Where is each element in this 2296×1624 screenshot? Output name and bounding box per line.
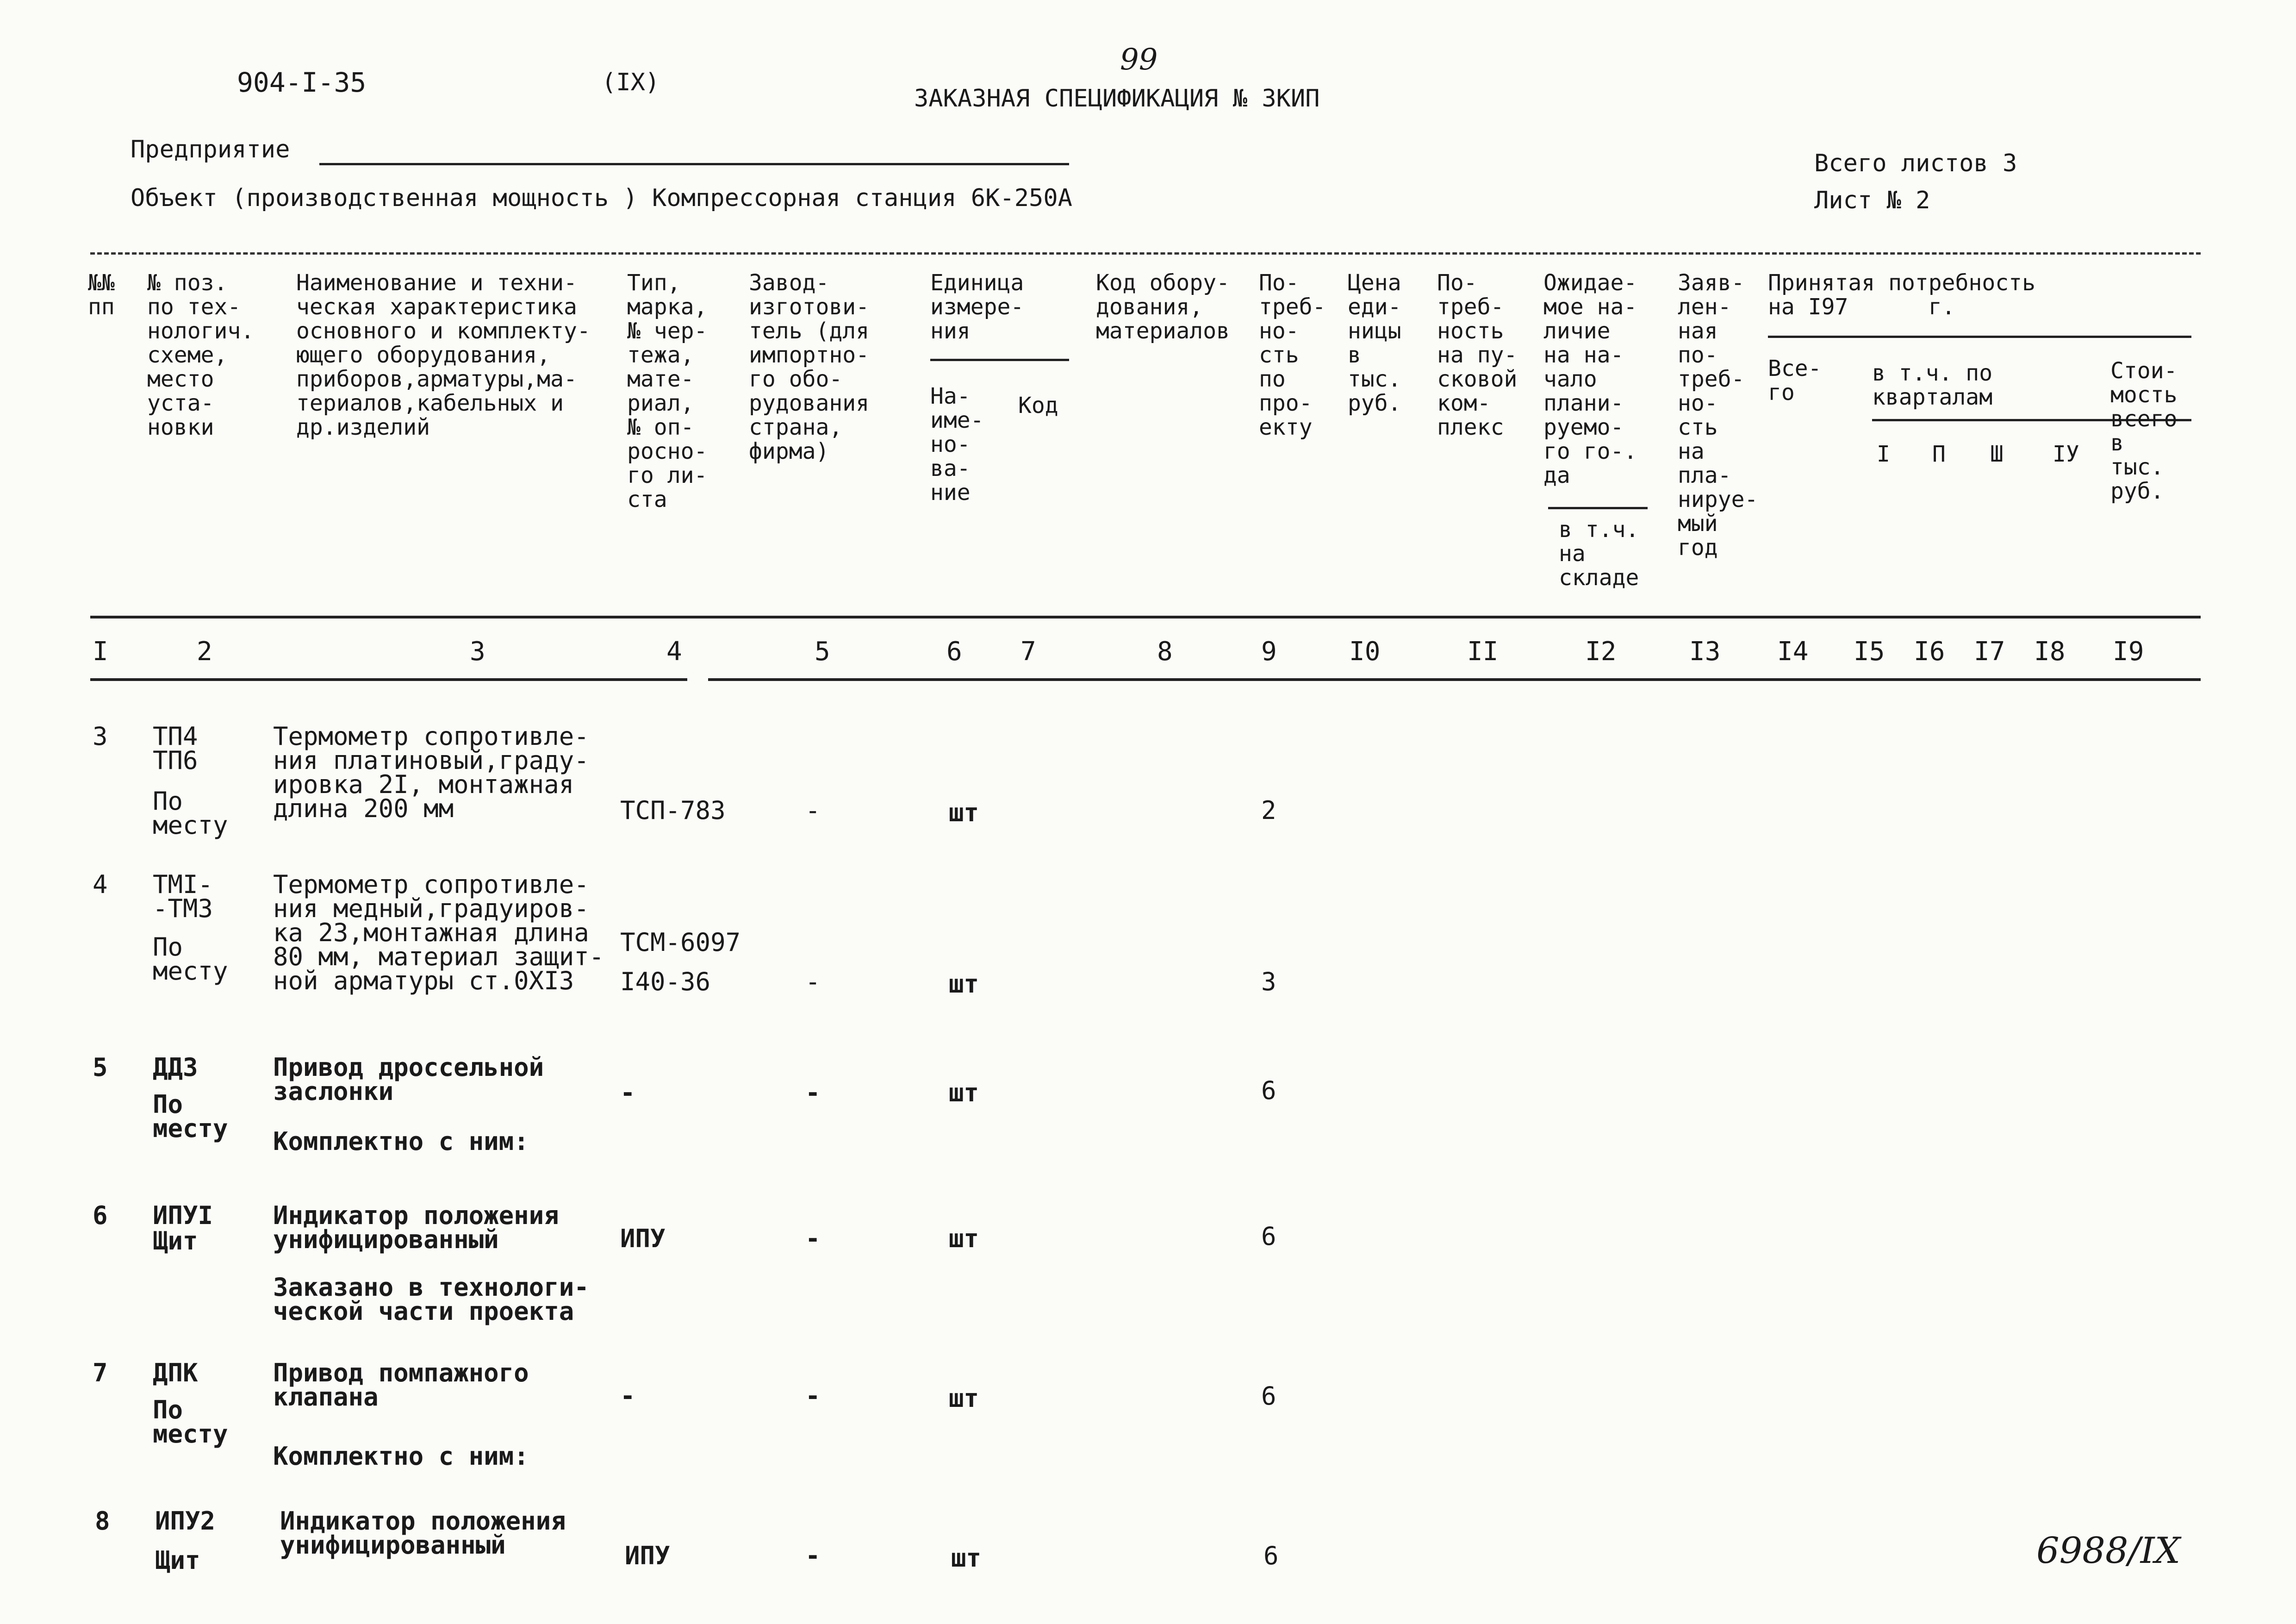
row-5-note: Комплектно с ним:: [273, 1127, 529, 1156]
header-col-11: По- треб- ность на пу- сковой ком- плекс: [1437, 270, 1518, 440]
row-7-number: 7: [93, 1358, 108, 1387]
row-6-type: ИПУ: [620, 1224, 666, 1253]
row-5-location: По месту: [153, 1090, 228, 1143]
row-4-number: 4: [93, 870, 108, 899]
doc-code: 904-I-35: [237, 67, 367, 98]
row-3-name: Термометр сопротивле- ния платиновый,граду- ировка 2I, монтажная длина 200 мм: [273, 722, 589, 823]
enterprise-label: Предприятие: [131, 136, 290, 163]
row-5-type: -: [620, 1078, 635, 1107]
row-6-note: Заказано в технологи- ческой части проекта: [273, 1273, 589, 1326]
sheet-number: Лист № 2: [1814, 187, 1930, 214]
col-number-16: I6: [1914, 637, 1945, 667]
header-col-19: Стои- мость всего в тыс. руб.: [2110, 358, 2178, 504]
album-number: (IX): [602, 69, 660, 96]
col-number-8: 8: [1157, 637, 1173, 667]
col-number-5: 5: [815, 637, 830, 667]
header-col-6: На- име- но- ва- ние: [930, 383, 984, 506]
header-bottom-rule: [90, 616, 2201, 618]
col-number-4: 4: [666, 637, 682, 667]
header-col-4: Тип, марка, № чер- тежа, мате- риал, № оп- росно- го ли- ста: [627, 270, 708, 512]
header-col-10: Цена еди- ницы в тыс. руб.: [1348, 270, 1401, 416]
header-col-3: Наименование и техни- ческая характеристика основного и комплекту- ющего оборудования, приборов,арматуры,ма- териалов,кабельных и др.изделий: [296, 270, 591, 440]
col-number-15: I5: [1854, 637, 1885, 667]
header-col-13: Заяв- лен- ная по- треб- но- сть на пла- нируе- мый год: [1678, 270, 1758, 561]
page-number: 99: [1120, 43, 1158, 77]
table-top-rule: [90, 252, 2201, 255]
header-col-5: Завод- изготови- тель (для импортно- го обо- рудования страна, фирма): [749, 270, 870, 464]
row-4-location: По месту: [153, 932, 228, 986]
row-7-location: По месту: [153, 1395, 228, 1449]
col-number-18: I8: [2034, 637, 2066, 667]
row-7-unit: шт: [949, 1384, 979, 1413]
row-8-qty: 6: [1263, 1541, 1279, 1570]
row-7-note: Комплектно с ним:: [273, 1442, 529, 1471]
header-col-12b: в т.ч. на складе: [1559, 517, 1639, 591]
object-label: Объект (производственная мощность ) Компрессорная станция 6К-250А: [131, 184, 1072, 212]
row-4-type-2: I40-36: [620, 967, 711, 996]
col-number-17: I7: [1974, 637, 2005, 667]
row-6-qty: 6: [1261, 1222, 1276, 1251]
header-col-7: Код: [1018, 393, 1058, 418]
header-q2: П: [1932, 441, 1946, 467]
row-6-unit: шт: [949, 1224, 979, 1253]
numbers-bottom-rule-left: [90, 678, 687, 681]
row-8-position: ИПУ2: [155, 1506, 216, 1536]
accepted-rule: [1768, 336, 2191, 338]
col-12-rule: [1548, 507, 1648, 509]
col-number-7: 7: [1020, 637, 1036, 667]
header-col-12: Ожидае- мое на- личие на на- чало плани- руемо- го го-. да: [1543, 270, 1637, 488]
header-col-8: Код обору- дования, материалов: [1096, 270, 1230, 344]
header-accepted: Принятая потребность на I97 г.: [1768, 270, 2035, 320]
row-3-number: 3: [93, 722, 108, 751]
row-7-type: -: [620, 1381, 635, 1411]
row-6-maker: -: [805, 1224, 821, 1253]
row-7-maker: -: [805, 1381, 821, 1411]
header-col-9: По- треб- но- сть по про- екту: [1259, 270, 1326, 440]
row-6-name: Индикатор положения унифицированный: [273, 1201, 559, 1254]
row-6-location: Щит: [153, 1226, 198, 1255]
row-8-location: Щит: [155, 1546, 200, 1575]
row-8-name: Индикатор положения унифицированный: [280, 1506, 566, 1560]
col-number-6: 6: [946, 637, 962, 667]
header-unit-group: Единица измере- ния: [930, 270, 1024, 344]
row-7-qty: 6: [1261, 1381, 1276, 1411]
row-4-position: ТМI- -ТМЗ: [153, 870, 213, 923]
header-col-14: Все- го: [1768, 356, 1822, 406]
row-8-maker: -: [805, 1541, 821, 1570]
col-number-1: I: [93, 637, 108, 667]
row-4-type: ТСМ-6097: [620, 928, 741, 957]
col-number-10: I0: [1349, 637, 1381, 667]
col-number-19: I9: [2113, 637, 2144, 667]
row-5-unit: шт: [949, 1078, 979, 1107]
row-4-qty: 3: [1261, 967, 1276, 996]
row-5-name: Привод дроссельной заслонки: [273, 1053, 544, 1106]
row-7-position: ДПК: [153, 1358, 198, 1387]
col-number-2: 2: [197, 637, 212, 667]
row-5-qty: 6: [1261, 1076, 1276, 1105]
row-6-position: ИПУI: [153, 1201, 213, 1230]
col-number-12: I2: [1585, 637, 1617, 667]
row-5-number: 5: [93, 1053, 108, 1082]
inventory-stamp: 6988/IX: [2036, 1530, 2181, 1572]
row-3-location: По месту: [153, 787, 228, 840]
col-number-11: II: [1467, 637, 1499, 667]
row-8-type: ИПУ: [625, 1541, 670, 1570]
row-4-unit: шт: [949, 969, 979, 999]
row-3-position: ТП4 ТП6: [153, 722, 198, 775]
col-number-9: 9: [1261, 637, 1277, 667]
row-8-number: 8: [95, 1506, 110, 1536]
row-3-unit: шт: [949, 798, 979, 827]
row-5-maker: -: [805, 1078, 821, 1107]
header-q3: Ш: [1990, 441, 2004, 467]
row-4-name: Термометр сопротивле- ния медный,градуиров- ка 23,монтажная длина 80 мм, материал защит- ной арматуры ст.0XI3: [273, 870, 604, 995]
row-5-position: ДДЗ: [153, 1053, 198, 1082]
unit-group-rule: [930, 359, 1069, 361]
header-col-1: №№ пп: [88, 270, 115, 320]
row-4-maker: -: [805, 967, 821, 996]
col-number-3: 3: [470, 637, 485, 667]
row-3-qty: 2: [1261, 796, 1276, 825]
total-sheets: Всего листов 3: [1814, 150, 2017, 177]
row-8-unit: шт: [951, 1543, 982, 1573]
header-quarters: в т.ч. по кварталам: [1872, 360, 1993, 410]
numbers-bottom-rule-right: [708, 678, 2201, 681]
col-number-13: I3: [1689, 637, 1721, 667]
row-7-name: Привод помпажного клапана: [273, 1358, 529, 1412]
header-col-2: № поз. по тех- нологич. схеме, место уста- новки: [147, 270, 255, 440]
row-3-type: ТСП-783: [620, 796, 726, 825]
header-q1: I: [1877, 441, 1890, 467]
header-q4: IУ: [2053, 441, 2079, 467]
enterprise-underline: [319, 163, 1069, 165]
row-6-number: 6: [93, 1201, 108, 1230]
col-number-14: I4: [1777, 637, 1809, 667]
row-3-maker: -: [805, 796, 821, 825]
document-title: ЗАКАЗНАЯ СПЕЦИФИКАЦИЯ № ЗКИП: [914, 85, 1320, 112]
